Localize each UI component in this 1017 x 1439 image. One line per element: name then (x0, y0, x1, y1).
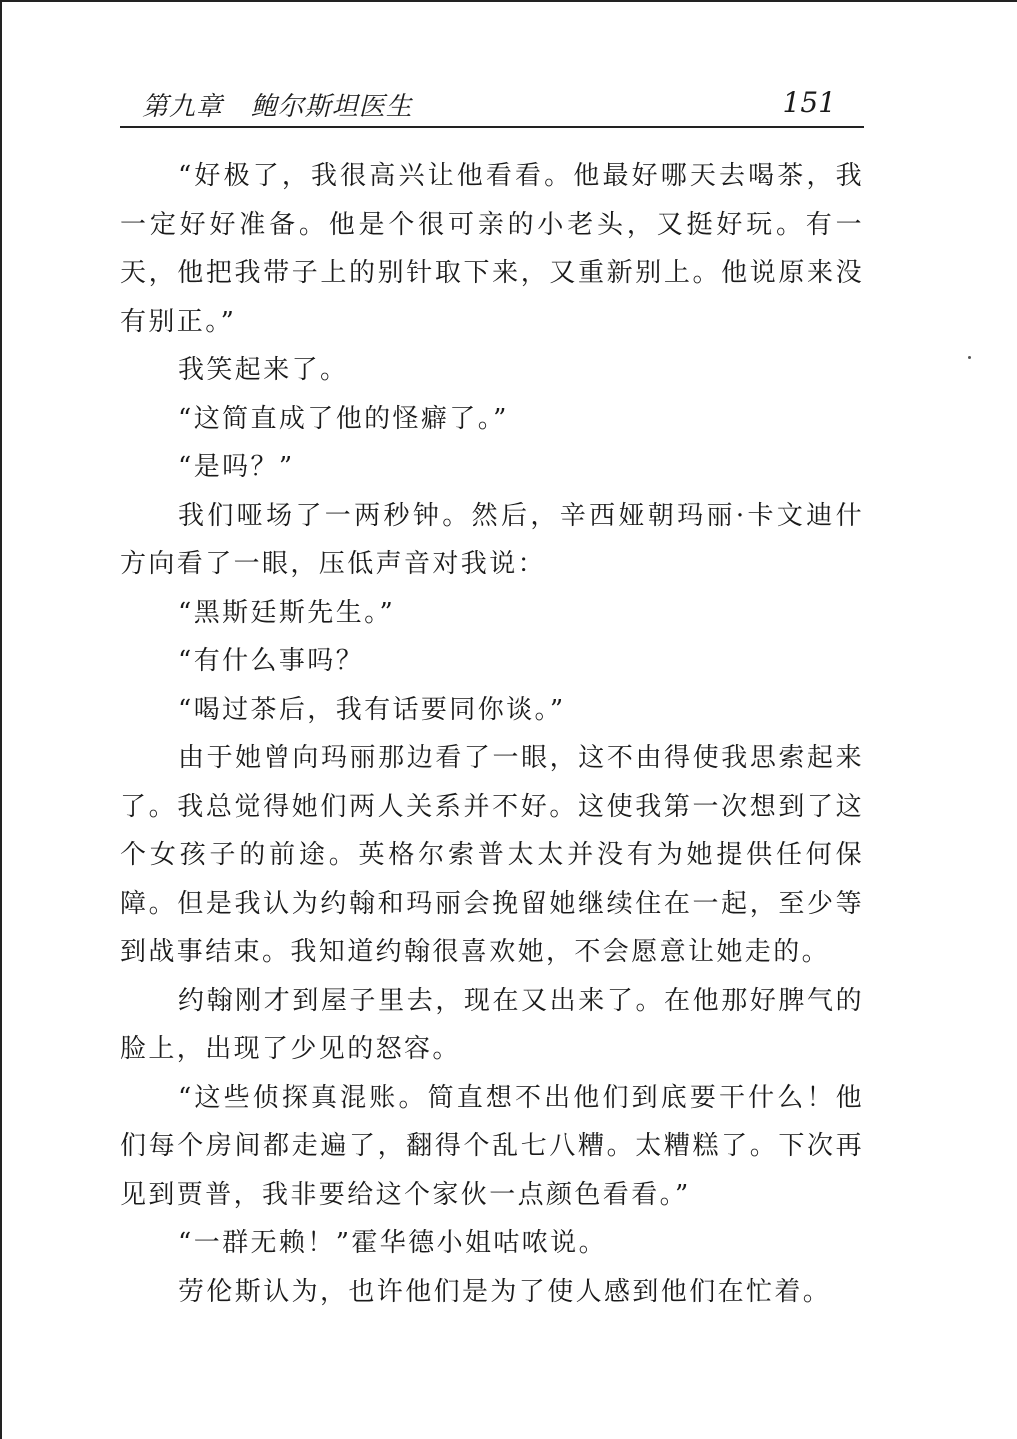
paragraph: 我笑起来了。 (178, 355, 349, 385)
paragraph: 由于她曾向玛丽那边看了一眼，这不由得使我思索起来了。我总觉得她们两人关系并不好。这使我第一次想到了这个女孩子的前途。英格尔索普太太并没有为她提供任何保障。但是我认为约翰和玛丽会挽留她继续住在一起，至少等到战事结束。我知道约翰很喜欢她，不会愿意让她走的。 (120, 743, 864, 967)
paragraph: “喝过茶后，我有话要同你谈。” (178, 694, 566, 725)
paragraph: “好极了，我很高兴让他看看。他最好哪天去喝茶，我一定好好准备。他是个很可亲的小老头，又挺好玩。有一天，他把我带子上的别针取下来，又重新别上。他说原来没有别正。” (120, 161, 864, 337)
paragraph: 劳伦斯认为，也许他们是为了使人感到他们在忙着。 (178, 1276, 832, 1307)
page-edge-top (0, 0, 1017, 2)
scan-speck (968, 356, 971, 359)
page-edge (0, 0, 2, 1439)
paragraph: “一群无赖！”霍华德小姐咕哝说。 (178, 1228, 607, 1258)
paragraph: 约翰刚才到屋子里去，现在又出来了。在他那好脾气的脸上，出现了少见的怒容。 (120, 985, 864, 1064)
paragraph: “有什么事吗？ (178, 646, 365, 676)
running-header (120, 78, 864, 128)
paragraph: “是吗？” (178, 452, 295, 482)
body-text (120, 152, 864, 1316)
paragraph: 我们哑场了一两秒钟。然后，辛西娅朝玛丽·卡文迪什方向看了一眼，压低声音对我说： (120, 500, 864, 579)
paragraph: “这简直成了他的怪癖了。” (178, 403, 509, 434)
header-rule (120, 126, 864, 128)
page-number: 151 (782, 86, 836, 119)
paragraph: “这些侦探真混账。简直想不出他们到底要干什么！他们每个房间都走遍了，翻得个乱七八糟。太糟糕了。下次再见到贾普，我非要给这个家伙一点颜色看看。” (120, 1082, 864, 1210)
chapter-title: 第九章 鲍尔斯坦医生 (142, 92, 413, 122)
paragraph: “黑斯廷斯先生。” (178, 597, 396, 628)
